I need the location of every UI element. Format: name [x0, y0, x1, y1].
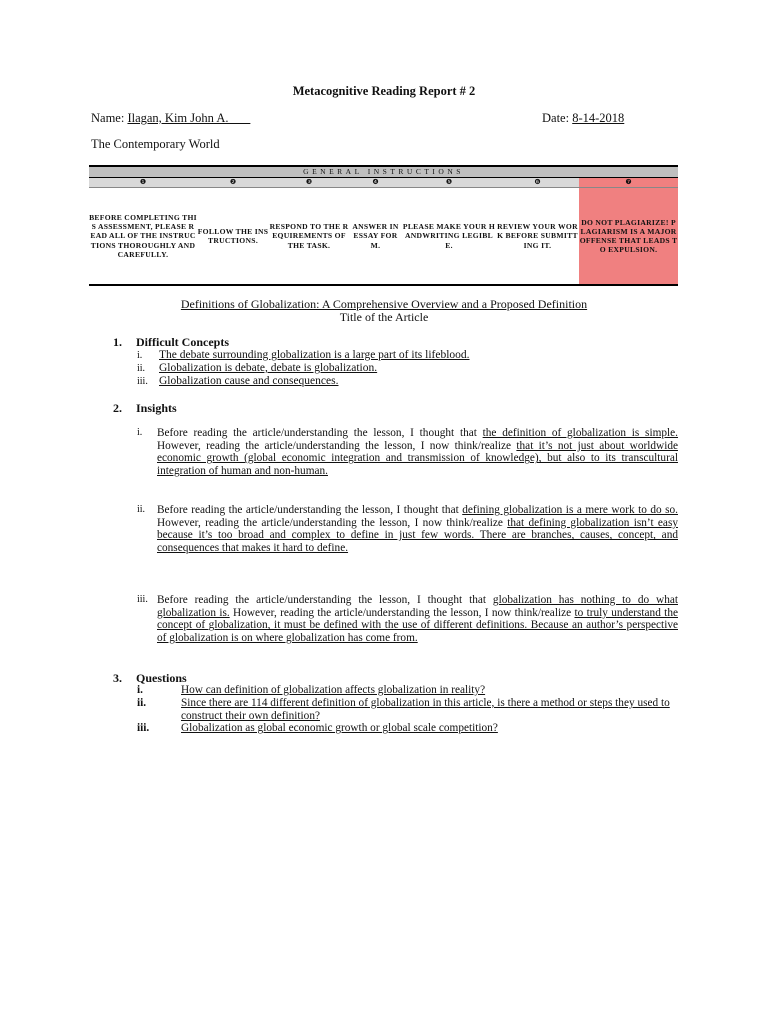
date-line — [542, 111, 624, 126]
name-value: Ilagan, Kim John A. — [127, 111, 229, 125]
instructions-heading: GENERAL INSTRUCTIONS — [89, 166, 678, 178]
insight-paragraph: ii. Before reading the article/understanding the lesson, I thought that defining globalization is a mere work to do so. However, reading the article/understanding the lesson, I now think/realize that defining globalization isn’t easy because it’s too broad and complex to define in just few words. There are branches, causes, concept, and consequences that makes it hard to define. — [137, 504, 679, 555]
date-value: 8-14-2018 — [572, 111, 625, 125]
question-item: ii. Since there are 114 different definition of globalization in this article, is there a method or steps they used to construct their own definition? — [137, 696, 670, 722]
date-label: Date: — [542, 111, 570, 125]
name-label: Name: — [91, 111, 125, 125]
list-item: iii. Globalization cause and consequences. — [137, 375, 339, 387]
instruction-number: ❸ — [269, 178, 349, 188]
section-heading-insights: 2. Insights — [113, 401, 177, 415]
course-name: The Contemporary World — [91, 137, 220, 151]
question-item: i. How can definition of globalization affects globalization in reality? — [137, 684, 486, 696]
questions-list — [137, 684, 678, 735]
plagiarism-warning: DO NOT PLAGIARIZE! PLAGIARISM IS A MAJOR OFFENSE THAT LEADS TO EXPULSION. — [579, 188, 678, 286]
general-instructions-table — [89, 165, 678, 286]
name-line — [91, 111, 250, 126]
instruction-number: ❹ — [349, 178, 402, 188]
instruction-item: PLEASE MAKE YOUR HANDWRITING LEGIBLE. — [402, 188, 496, 286]
instruction-number: ❻ — [496, 178, 579, 188]
instructions-text-row — [89, 188, 678, 286]
insight-paragraph: i. Before reading the article/understanding the lesson, I thought that the definition of globalization is simple. However, reading the article/understanding the lesson, I now think/realize that it’s not just about worldwide economic growth (global economic integration and transmission of knowledge), but also to its transcultural integration of human and non-human. — [137, 427, 679, 478]
list-item: ii. Globalization is debate, debate is globalization. — [137, 362, 378, 374]
insight-paragraph: iii. Before reading the article/understanding the lesson, I thought that globalization has nothing to do what globalization is. However, reading the article/understanding the lesson, I now think/realize to truly understand the concept of globalization, it must be defined with the use of different definitions. Because an author’s perspective of globalization is on where globalization has come from. — [137, 594, 678, 645]
section-heading-questions: 3. Questions — [113, 671, 187, 685]
instruction-number: ❷ — [197, 178, 269, 188]
instruction-number: ❼ — [579, 178, 678, 188]
page-title: Metacognitive Reading Report # 2 — [292, 84, 476, 98]
instruction-item: BEFORE COMPLETING THIS ASSESSMENT, PLEASE READ ALL OF THE INSTRUCTIONS THOROUGHLY AND CAREFULLY. — [89, 188, 197, 286]
list-item: i. The debate surrounding globalization is a large part of its lifeblood. — [137, 349, 470, 361]
instruction-item: FOLLOW THE INSTRUCTIONS. — [197, 188, 269, 286]
instruction-item: REVIEW YOUR WORK BEFORE SUBMITTING IT. — [496, 188, 579, 286]
instructions-number-row — [89, 178, 678, 188]
article-title: Definitions of Globalization: A Comprehensive Overview and a Proposed Definition — [180, 297, 588, 311]
section-heading-difficult-concepts: 1. Difficult Concepts — [113, 335, 229, 349]
question-item: iii. Globalization as global economic growth or global scale competition? — [137, 722, 498, 735]
instruction-item: RESPOND TO THE REQUIREMENTS OF THE TASK. — [269, 188, 349, 286]
difficult-concepts-list — [137, 349, 470, 388]
instruction-item: ANSWER IN ESSAY FORM. — [349, 188, 402, 286]
instruction-number: ❶ — [89, 178, 197, 188]
instruction-number: ❺ — [402, 178, 496, 188]
article-subtitle: Title of the Article — [339, 310, 429, 324]
